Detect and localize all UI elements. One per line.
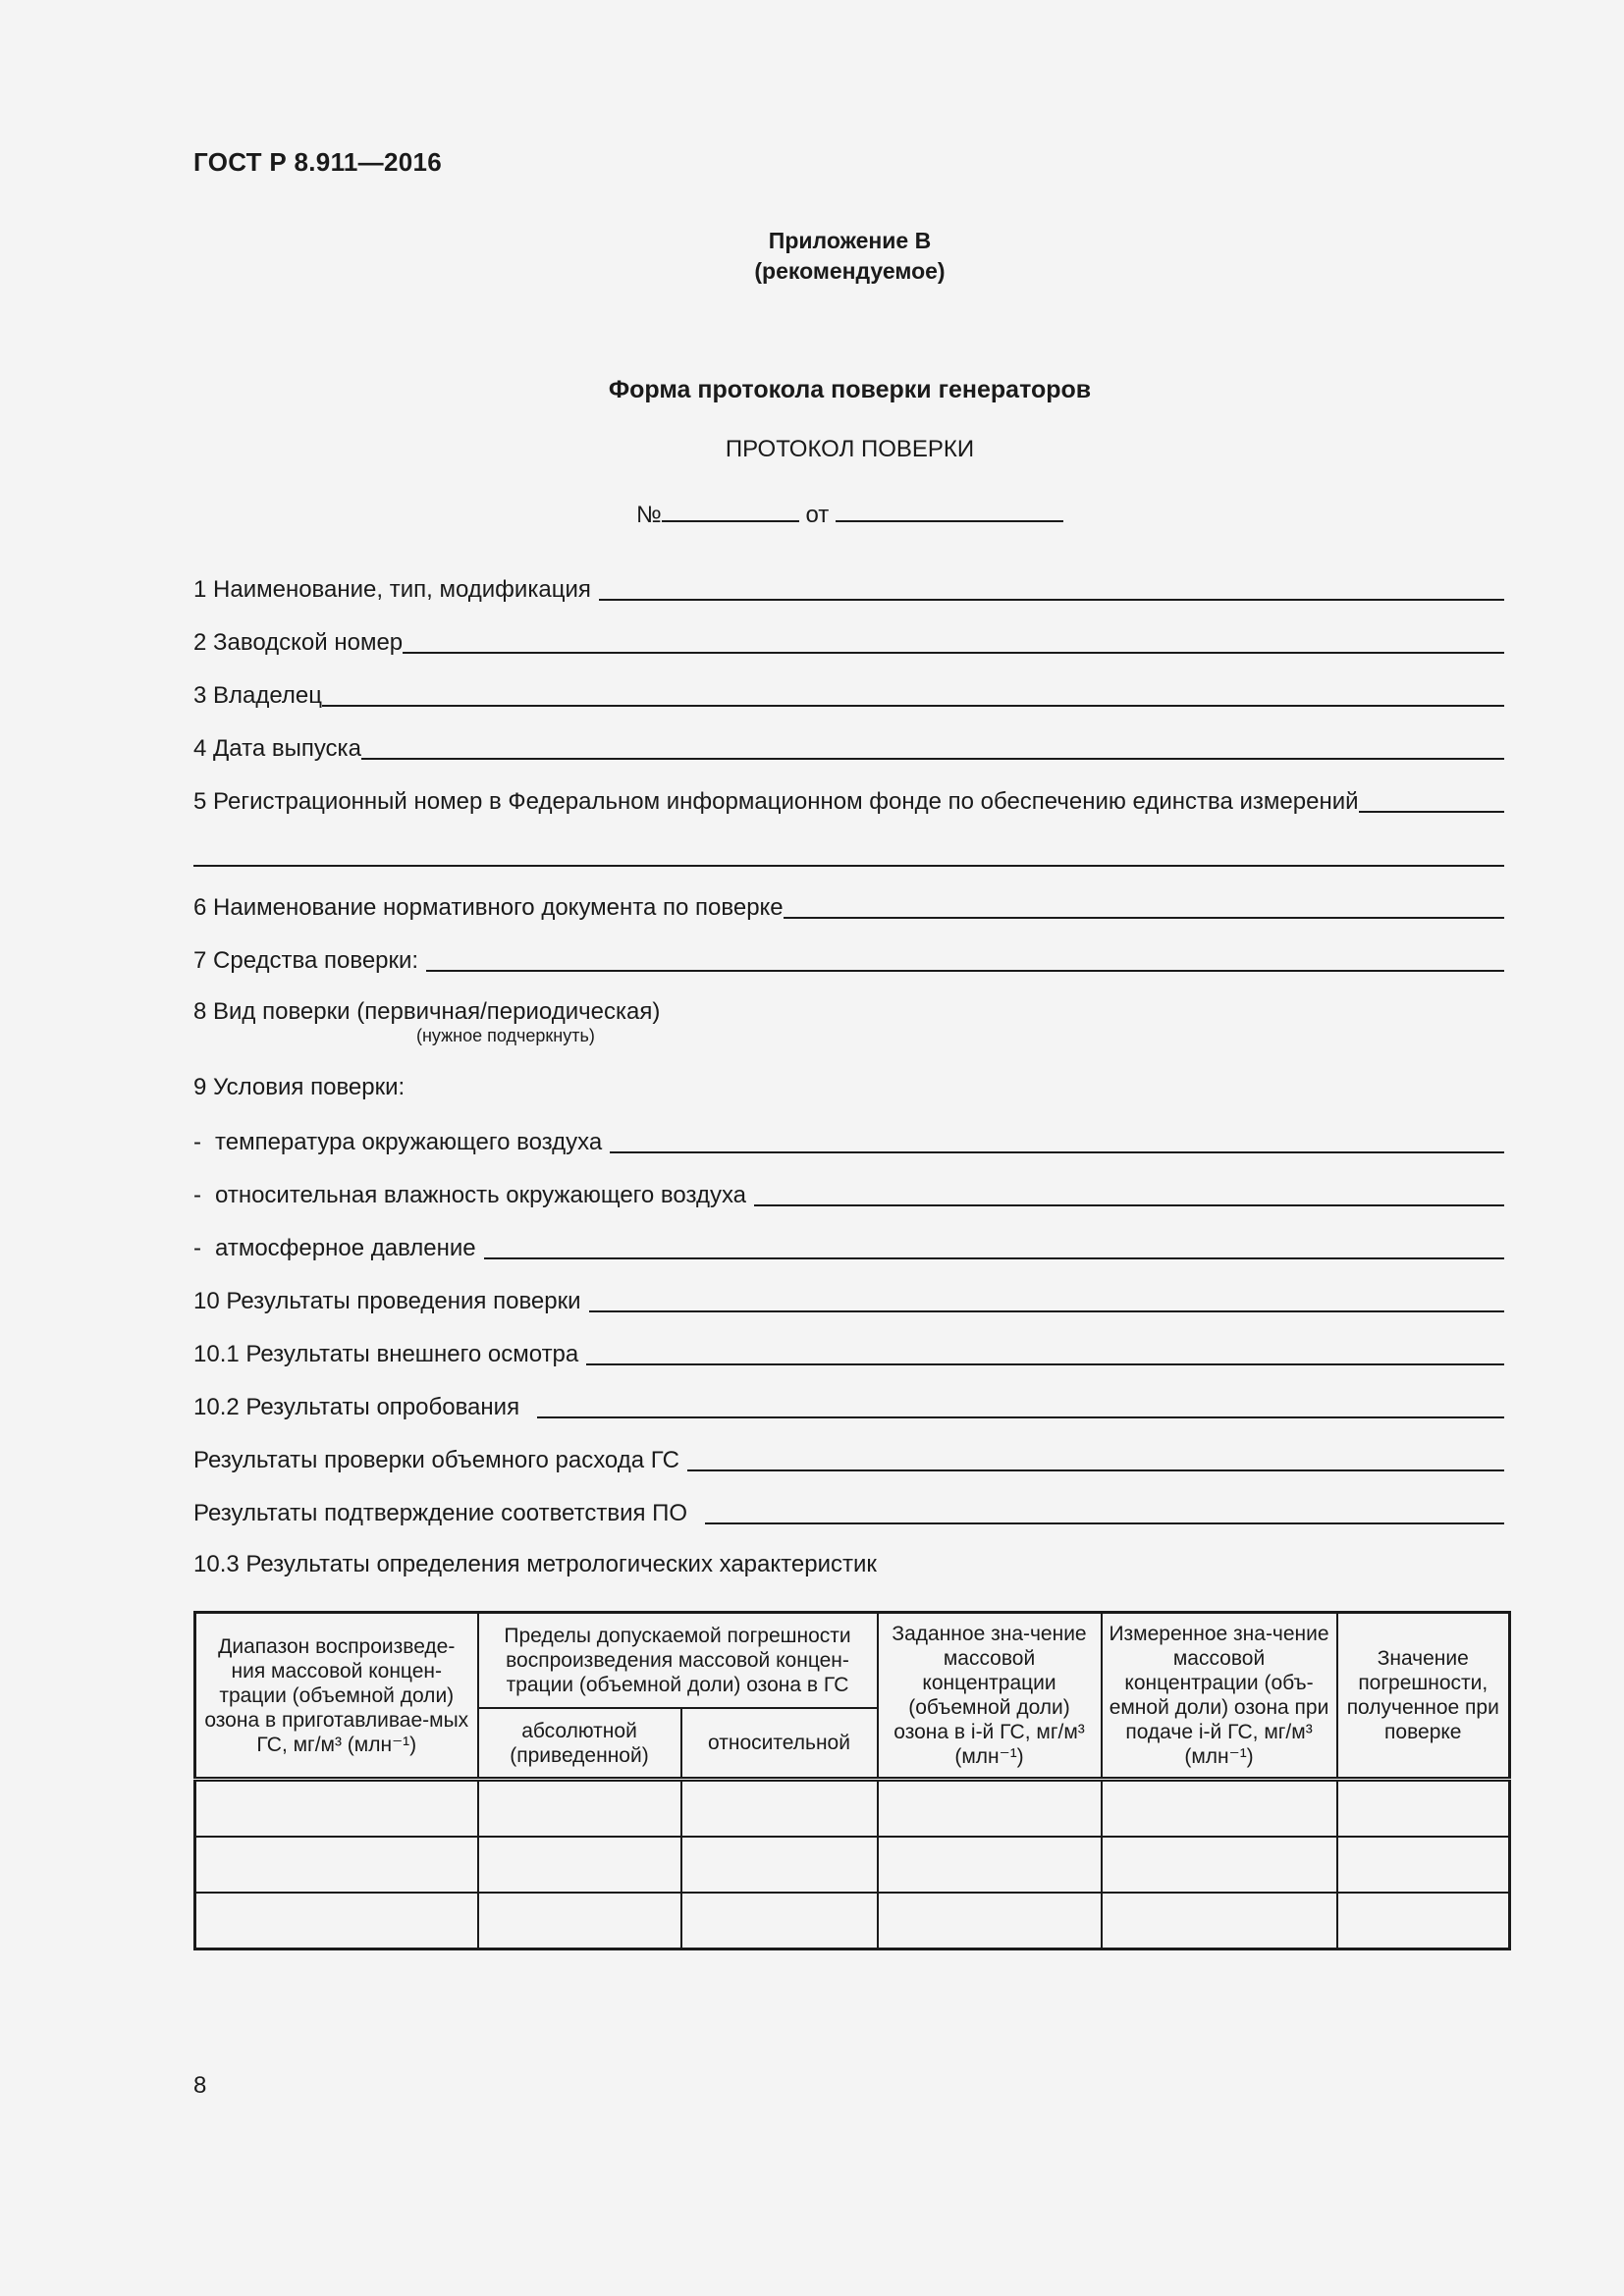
header-concentration-range: Диапазон воспроизведе-ния массовой концен-трации (объемной доли) озона в приготавливае-мых ГС, мг/м³ (млн⁻¹) bbox=[195, 1613, 478, 1780]
protocol-title: ПРОТОКОЛ ПОВЕРКИ bbox=[725, 436, 975, 462]
verification-conditions-heading: 9 Условия поверки: bbox=[193, 1074, 406, 1100]
header-set-value: Заданное зна-чение массовой концентрации (объемной доли) озона в i-й ГС, мг/м³ (млн⁻¹) bbox=[878, 1613, 1102, 1780]
page-number: 8 bbox=[193, 2072, 207, 2099]
field-label: 4 Дата выпуска bbox=[193, 735, 361, 762]
field-label: Результаты проверки объемного расхода ГС bbox=[193, 1447, 680, 1473]
field-label: 10.1 Результаты внешнего осмотра bbox=[193, 1341, 579, 1367]
field-software-conformity-input[interactable] bbox=[705, 1497, 1504, 1524]
field-verification-means bbox=[193, 944, 1504, 976]
field-label: 2 Заводской номер bbox=[193, 629, 404, 656]
field-air-humidity bbox=[193, 1179, 1504, 1210]
field-registration-number-continuation[interactable] bbox=[193, 865, 1504, 867]
field-owner-input[interactable] bbox=[322, 679, 1504, 707]
field-label: температура окружающего воздуха bbox=[215, 1129, 603, 1155]
table-cell[interactable] bbox=[878, 1780, 1102, 1838]
table-row bbox=[195, 1780, 1510, 1838]
field-registration-number-input[interactable] bbox=[1359, 785, 1504, 813]
appendix-note: (рекомендуемое) bbox=[754, 258, 946, 284]
field-label: 6 Наименование нормативного документа по поверке bbox=[193, 894, 784, 921]
table-cell[interactable] bbox=[1337, 1893, 1510, 1949]
table-cell[interactable] bbox=[195, 1837, 478, 1893]
appendix-heading bbox=[0, 226, 1624, 287]
field-label: 5 Регистрационный номер в Федеральном информационном фонде по обеспечению единства измерений bbox=[193, 788, 1359, 815]
underline-hint: (нужное подчеркнуть) bbox=[416, 1026, 595, 1045]
field-label: 1 Наименование, тип, модификация bbox=[193, 576, 591, 603]
field-label: 10.2 Результаты опробования bbox=[193, 1394, 520, 1420]
field-air-temperature bbox=[193, 1126, 1504, 1157]
protocol-number-line bbox=[0, 495, 1624, 529]
field-verification-results-input[interactable] bbox=[589, 1285, 1504, 1312]
table-cell[interactable] bbox=[1102, 1837, 1337, 1893]
table-cell[interactable] bbox=[478, 1837, 681, 1893]
table-cell[interactable] bbox=[1102, 1893, 1337, 1949]
metrological-characteristics-heading: 10.3 Результаты определения метрологических характеристик bbox=[193, 1551, 877, 1577]
field-normative-document-input[interactable] bbox=[784, 891, 1504, 919]
protocol-number-field[interactable] bbox=[662, 495, 799, 522]
field-label: Результаты подтверждение соответствия ПО bbox=[193, 1500, 688, 1526]
table-cell[interactable] bbox=[195, 1893, 478, 1949]
field-atmospheric-pressure bbox=[193, 1232, 1504, 1263]
document-code: ГОСТ Р 8.911—2016 bbox=[193, 147, 442, 177]
field-label: 7 Средства поверки: bbox=[193, 947, 419, 974]
header-absolute-error: абсолютной (приведенной) bbox=[478, 1708, 681, 1780]
field-name-type-input[interactable] bbox=[599, 573, 1504, 601]
field-visual-inspection-input[interactable] bbox=[586, 1338, 1504, 1365]
field-registration-number bbox=[193, 785, 1504, 817]
table-cell[interactable] bbox=[681, 1780, 878, 1838]
field-flow-check-input[interactable] bbox=[687, 1444, 1504, 1471]
field-label: 3 Владелец bbox=[193, 682, 323, 709]
header-relative-error: относительной bbox=[681, 1708, 878, 1780]
table-cell[interactable] bbox=[478, 1893, 681, 1949]
field-release-date bbox=[193, 732, 1504, 764]
dash-marker: - bbox=[193, 1182, 201, 1208]
dash-marker: - bbox=[193, 1235, 201, 1261]
field-software-conformity bbox=[193, 1497, 1504, 1528]
field-visual-inspection bbox=[193, 1338, 1504, 1369]
field-verification-means-input[interactable] bbox=[426, 944, 1504, 972]
header-measured-value: Измеренное зна-чение массовой концентрации (объ-емной доли) озона при подаче i-й ГС, мг/м³ (млн⁻¹) bbox=[1102, 1613, 1337, 1780]
table-cell[interactable] bbox=[1102, 1780, 1337, 1838]
field-release-date-input[interactable] bbox=[361, 732, 1504, 760]
table-row bbox=[195, 1837, 1510, 1893]
field-verification-results bbox=[193, 1285, 1504, 1316]
from-label: от bbox=[805, 502, 830, 528]
field-owner bbox=[193, 679, 1504, 711]
table-cell[interactable] bbox=[878, 1837, 1102, 1893]
field-label: атмосферное давление bbox=[215, 1235, 476, 1261]
field-serial-number-input[interactable] bbox=[403, 626, 1504, 654]
dash-marker: - bbox=[193, 1129, 201, 1155]
field-testing-results bbox=[193, 1391, 1504, 1422]
header-error-value: Значение погрешности, полученное при поверке bbox=[1337, 1613, 1510, 1780]
table-cell[interactable] bbox=[478, 1780, 681, 1838]
appendix-title: Приложение В bbox=[768, 228, 932, 253]
field-normative-document bbox=[193, 891, 1504, 923]
table-cell[interactable] bbox=[1337, 1780, 1510, 1838]
form-title: Форма протокола поверки генераторов bbox=[608, 376, 1092, 403]
field-name-type bbox=[193, 573, 1504, 605]
protocol-date-field[interactable] bbox=[836, 495, 1063, 522]
field-atmospheric-pressure-input[interactable] bbox=[484, 1232, 1504, 1259]
table-cell[interactable] bbox=[195, 1780, 478, 1838]
table-cell[interactable] bbox=[681, 1893, 878, 1949]
header-error-limits: Пределы допускаемой погрешности воспроизведения массовой концен-трации (объемной доли) озона в ГС bbox=[478, 1613, 878, 1709]
table-cell[interactable] bbox=[681, 1837, 878, 1893]
field-air-humidity-input[interactable] bbox=[754, 1179, 1504, 1206]
field-flow-check bbox=[193, 1444, 1504, 1475]
table-cell[interactable] bbox=[1337, 1837, 1510, 1893]
number-label: № bbox=[636, 502, 662, 528]
field-air-temperature-input[interactable] bbox=[610, 1126, 1504, 1153]
field-label: 10 Результаты проведения поверки bbox=[193, 1288, 581, 1314]
field-label: относительная влажность окружающего воздуха bbox=[215, 1182, 747, 1208]
field-serial-number bbox=[193, 626, 1504, 658]
field-testing-results-input[interactable] bbox=[537, 1391, 1504, 1418]
table-cell[interactable] bbox=[878, 1893, 1102, 1949]
field-verification-type: 8 Вид поверки (первичная/периодическая) bbox=[193, 998, 661, 1025]
table-row bbox=[195, 1893, 1510, 1949]
results-table bbox=[193, 1611, 1511, 1950]
